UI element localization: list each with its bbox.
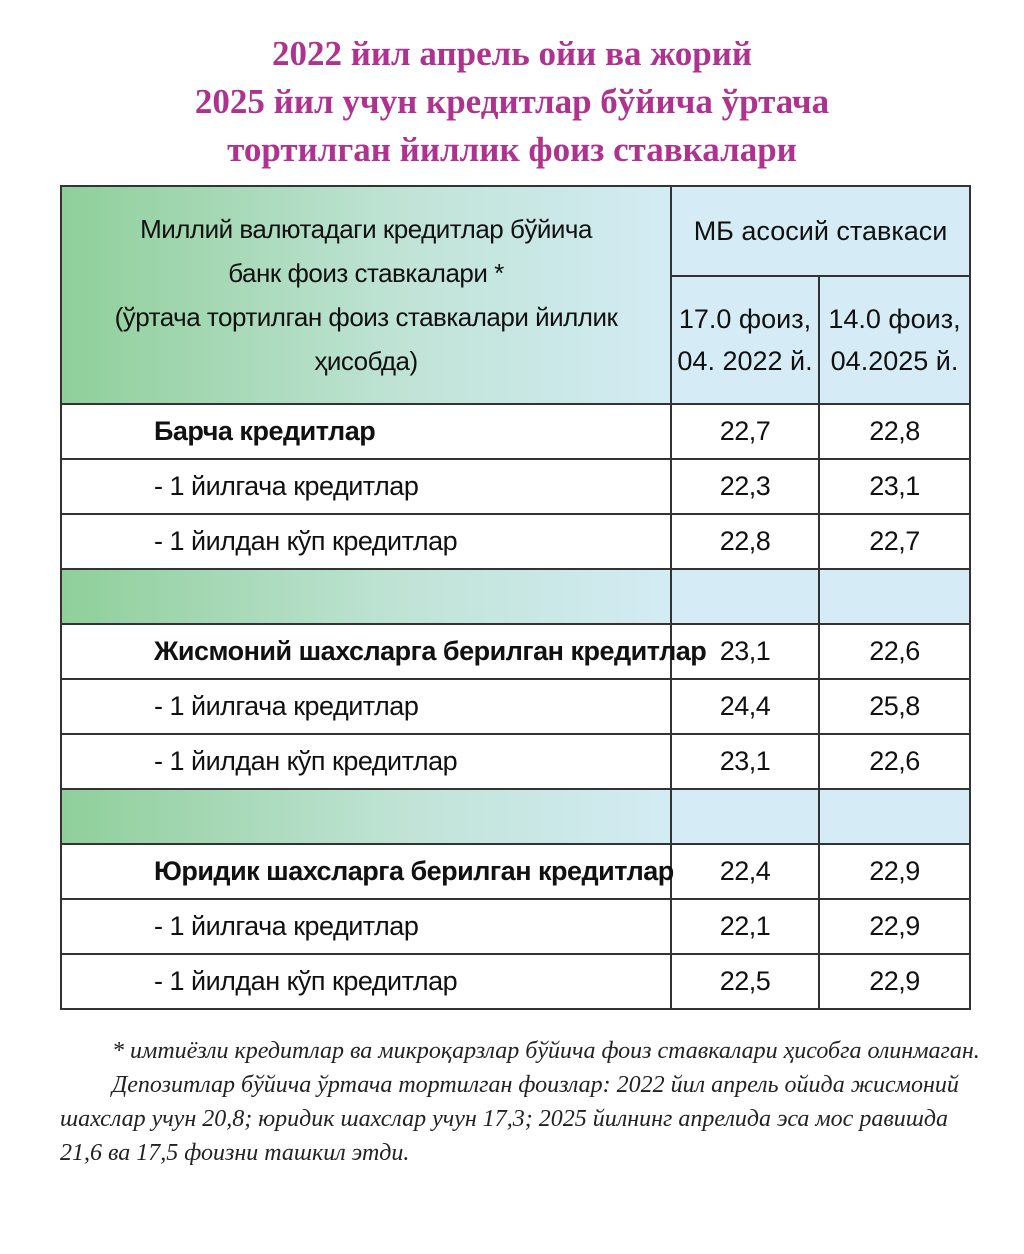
footnote [60, 1034, 980, 1170]
header-description-cell [61, 186, 671, 404]
table-row [61, 954, 970, 1009]
cell-2022: 22,4 [671, 844, 819, 899]
rates-table [60, 185, 971, 1010]
header-desc-line-2: банк фоиз ставкалари * [228, 258, 504, 288]
header-col-2025-rate: 14.0 фоиз, [828, 304, 961, 334]
separator-row [61, 569, 970, 624]
row-label: - 1 йилдан кўп кредитлар [61, 734, 671, 789]
cell-2025: 23,1 [819, 459, 970, 514]
table-row [61, 404, 970, 459]
table-row [61, 734, 970, 789]
cell-2025: 22,9 [819, 954, 970, 1009]
header-col-2022 [671, 276, 819, 404]
cell-2022: 23,1 [671, 624, 819, 679]
header-col-2025 [819, 276, 970, 404]
cell-2025: 22,9 [819, 844, 970, 899]
separator-cell [819, 789, 970, 844]
table-row [61, 679, 970, 734]
table-row [61, 459, 970, 514]
cell-2025: 22,9 [819, 899, 970, 954]
separator-row [61, 789, 970, 844]
page-title [0, 30, 1024, 174]
row-label: - 1 йилдан кўп кредитлар [61, 954, 671, 1009]
cell-2022: 22,7 [671, 404, 819, 459]
title-line-1: 2022 йил апрель ойи ва жорий [271, 34, 753, 73]
separator-cell [671, 789, 819, 844]
title-line-3: тортилган йиллик фоиз ставкалари [227, 130, 797, 169]
cell-2022: 23,1 [671, 734, 819, 789]
header-col-2022-date: 04. 2022 й. [677, 346, 813, 376]
header-col-2025-date: 04.2025 й. [830, 346, 959, 376]
cell-2025: 22,6 [819, 734, 970, 789]
cell-2022: 24,4 [671, 679, 819, 734]
row-label: Барча кредитлар [61, 404, 671, 459]
row-label: - 1 йилгача кредитлар [61, 899, 671, 954]
cell-2025: 25,8 [819, 679, 970, 734]
rates-table-container [60, 185, 969, 1006]
cell-2025: 22,7 [819, 514, 970, 569]
row-label: Жисмоний шахсларга берилган кредитлар [61, 624, 671, 679]
separator-cell [819, 569, 970, 624]
separator-cell [61, 789, 671, 844]
header-col-2022-rate: 17.0 фоиз, [678, 304, 812, 334]
cell-2025: 22,8 [819, 404, 970, 459]
table-row [61, 844, 970, 899]
header-desc-line-1: Миллий валютадаги кредитлар бўйича [140, 214, 592, 244]
footnote-exclusion-note: * имтиёзли кредитлар ва микроқарзлар бўйича фоиз ставкалари ҳисобга олинмаган. [112, 1038, 980, 1064]
cell-2025: 22,6 [819, 624, 970, 679]
table-row [61, 514, 970, 569]
table-row [61, 624, 970, 679]
row-label: - 1 йилгача кредитлар [61, 459, 671, 514]
separator-cell [671, 569, 819, 624]
title-line-2: 2025 йил учун кредитлар бўйича ўртача [194, 82, 830, 121]
footnote-deposits-note: Депозитлар бўйича ўртача тортилган фоизлар: 2022 йил апрель ойида жисмоний шахслар учун 20,8; юридик шахслар учун 17,3; 2025 йилнинг апрелида эса мос равишда 21,6 ва 17,5 фоизни ташкил этди. [60, 1072, 959, 1166]
row-label: Юридик шахсларга берилган кредитлар [61, 844, 671, 899]
cell-2022: 22,1 [671, 899, 819, 954]
row-label: - 1 йилдан кўп кредитлар [61, 514, 671, 569]
separator-cell [61, 569, 671, 624]
cell-2022: 22,8 [671, 514, 819, 569]
cell-2022: 22,5 [671, 954, 819, 1009]
header-group-cell: МБ асосий ставкаси [671, 186, 970, 276]
table-row [61, 899, 970, 954]
row-label: - 1 йилгача кредитлар [61, 679, 671, 734]
header-desc-line-3: (ўртача тортилган фоиз ставкалари йиллик ҳисобда) [114, 302, 618, 376]
cell-2022: 22,3 [671, 459, 819, 514]
